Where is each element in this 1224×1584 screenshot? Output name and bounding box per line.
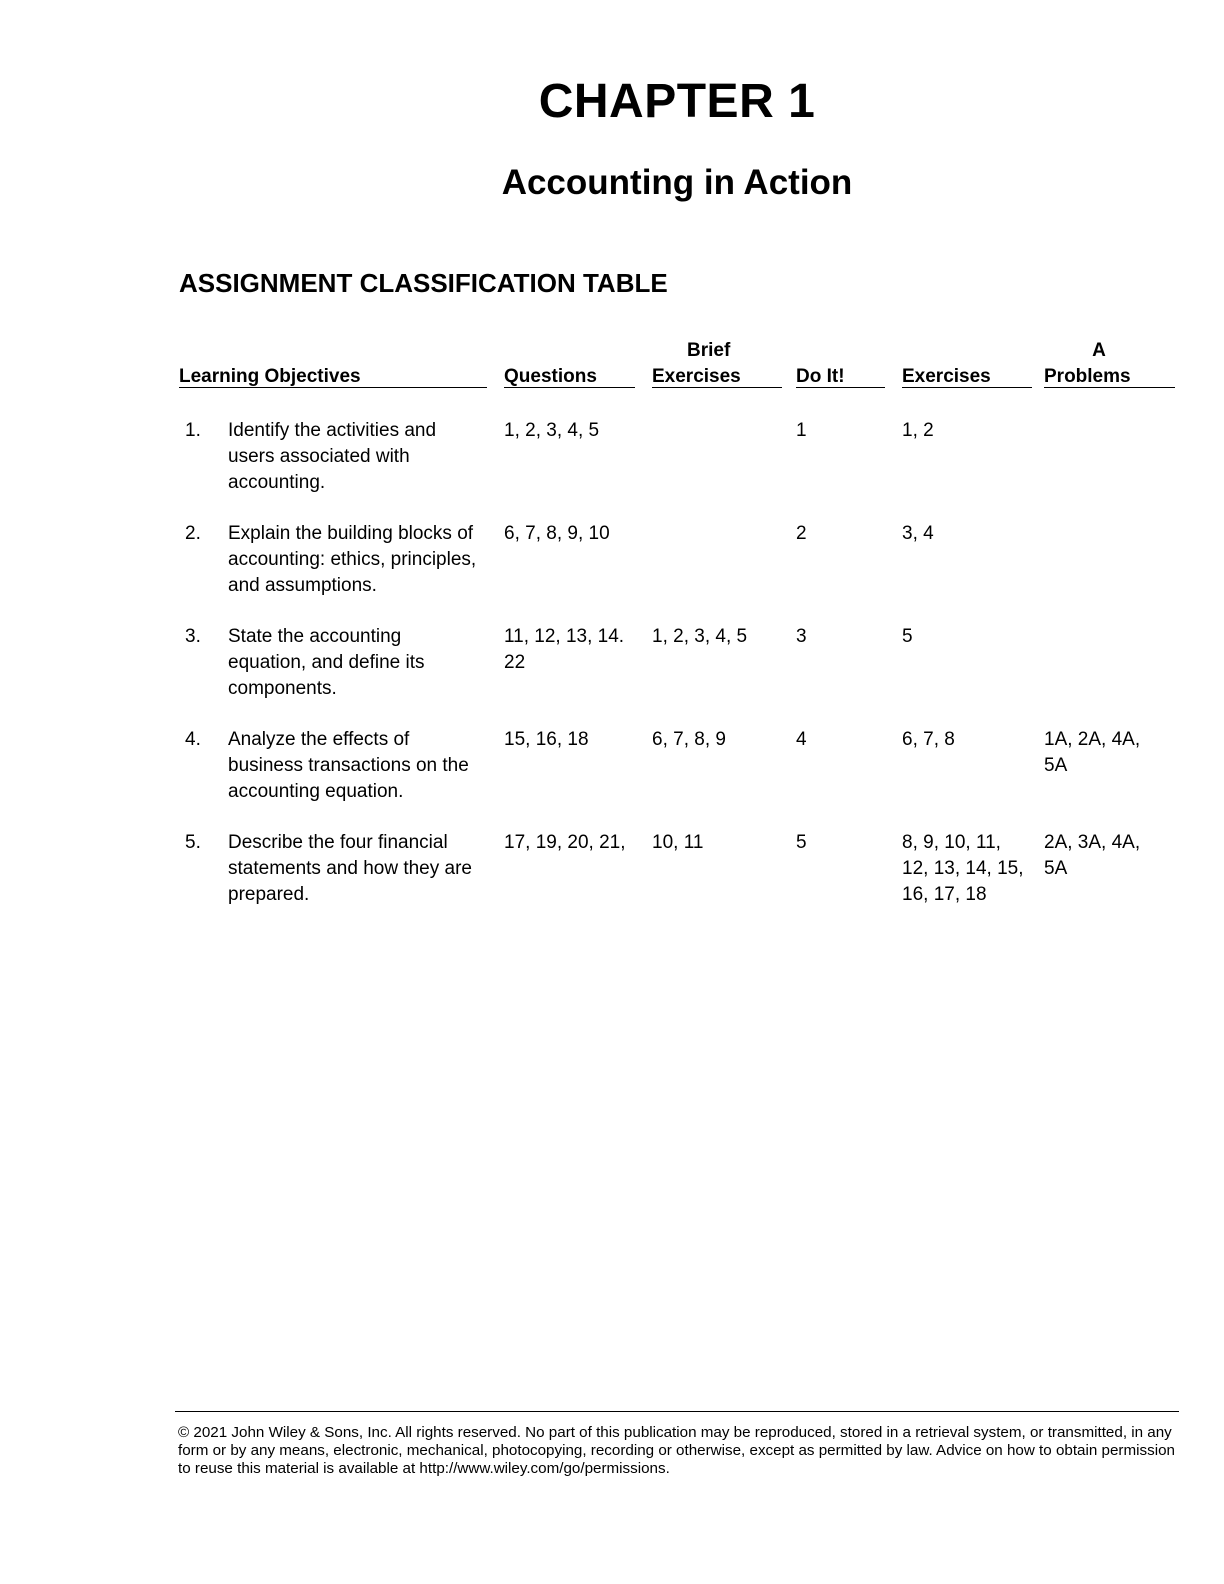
header-label: Do It! bbox=[796, 366, 845, 387]
brief-exercises-cell: 1, 2, 3, 4, 5 bbox=[652, 626, 748, 647]
objective-text: Explain the building blocks of accounting: ethics, principles, and assumptions. bbox=[228, 523, 477, 596]
exercises-cell: 5 bbox=[902, 626, 913, 647]
objective-text: Describe the four financial statements and how they are prepared. bbox=[228, 832, 472, 905]
brief-exercises-cell: 6, 7, 8, 9 bbox=[652, 729, 726, 750]
section-heading: ASSIGNMENT CLASSIFICATION TABLE bbox=[179, 268, 668, 298]
do-it-cell: 3 bbox=[796, 626, 807, 647]
header-exercises bbox=[902, 338, 1032, 388]
questions-cell: 15, 16, 18 bbox=[504, 729, 589, 750]
problems-cell: 2A, 3A, 4A, 5A bbox=[1044, 832, 1141, 879]
exercises-cell: 6, 7, 8 bbox=[902, 729, 955, 750]
objective-text: Identify the activities and users associated with accounting. bbox=[228, 420, 437, 493]
header-brief-exercises bbox=[652, 338, 782, 388]
questions-cell: 17, 19, 20, 21, bbox=[504, 832, 626, 853]
header-label-line2: Problems bbox=[1044, 366, 1131, 387]
header-label: Questions bbox=[504, 366, 597, 387]
header-label: Learning Objectives bbox=[179, 366, 361, 387]
objective-number: 4. bbox=[185, 729, 201, 750]
table-row bbox=[0, 521, 1224, 611]
objective-number: 2. bbox=[185, 523, 201, 544]
header-questions bbox=[504, 338, 635, 388]
problems-cell: 1A, 2A, 4A, 5A bbox=[1044, 729, 1141, 776]
objective-text: State the accounting equation, and define its components. bbox=[228, 626, 425, 699]
questions-cell: 1, 2, 3, 4, 5 bbox=[504, 420, 600, 441]
header-learning-objectives bbox=[179, 338, 487, 388]
header-label-line1: Brief bbox=[687, 340, 731, 361]
copyright-notice: © 2021 John Wiley & Sons, Inc. All rights reserved. No part of this publication may be reproduced, stored in a retrieval system, or transmitted, in any form or by any means, electronic, mechanical, photocopying, recording or otherwise, except as permitted by law. Advice on how to obtain permission to reuse this material is available at http://www.wiley.com/go/permissions. bbox=[178, 1424, 1175, 1477]
do-it-cell: 5 bbox=[796, 832, 807, 853]
chapter-title: CHAPTER 1 bbox=[538, 75, 816, 128]
exercises-cell: 3, 4 bbox=[902, 523, 934, 544]
table-row bbox=[0, 830, 1224, 920]
header-label: Exercises bbox=[902, 366, 991, 387]
exercises-cell: 1, 2 bbox=[902, 420, 934, 441]
footer-divider bbox=[175, 1411, 1179, 1412]
objective-number: 3. bbox=[185, 626, 201, 647]
objective-text: Analyze the effects of business transactions on the accounting equation. bbox=[228, 729, 469, 802]
table-row bbox=[0, 418, 1224, 508]
objective-number: 5. bbox=[185, 832, 201, 853]
questions-cell: 6, 7, 8, 9, 10 bbox=[504, 523, 610, 544]
chapter-subtitle: Accounting in Action bbox=[501, 163, 853, 202]
header-do-it bbox=[796, 338, 885, 388]
table-row bbox=[0, 624, 1224, 714]
header-problems bbox=[1044, 338, 1175, 388]
header-label-line2: Exercises bbox=[652, 366, 741, 387]
do-it-cell: 1 bbox=[796, 420, 807, 441]
exercises-cell: 8, 9, 10, 11, 12, 13, 14, 15, 16, 17, 18 bbox=[902, 832, 1024, 905]
brief-exercises-cell: 10, 11 bbox=[652, 832, 704, 853]
questions-cell: 11, 12, 13, 14. 22 bbox=[504, 626, 625, 673]
header-label-line1: A bbox=[1092, 340, 1106, 361]
do-it-cell: 2 bbox=[796, 523, 807, 544]
do-it-cell: 4 bbox=[796, 729, 807, 750]
table-row bbox=[0, 727, 1224, 817]
objective-number: 1. bbox=[185, 420, 201, 441]
